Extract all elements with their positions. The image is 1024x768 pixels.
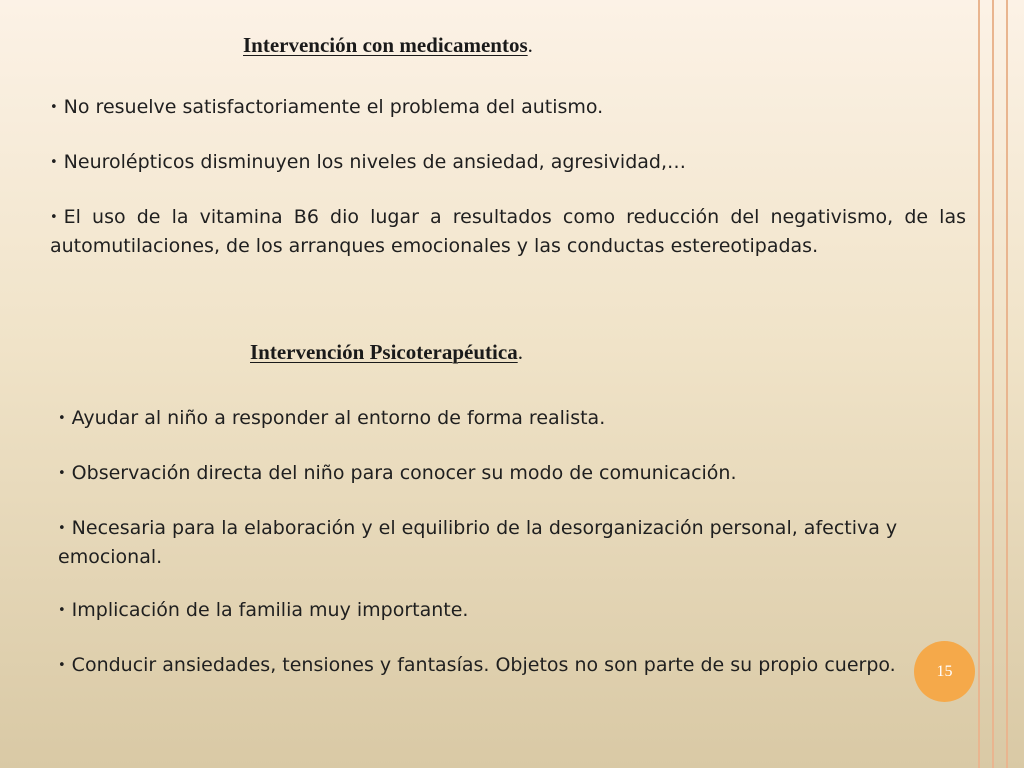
bullet-icon: • <box>58 603 66 618</box>
list-item <box>50 204 966 260</box>
bullet-icon: • <box>58 521 66 536</box>
page-number: 15 <box>936 662 953 680</box>
list-item-text: No resuelve satisfactoriamente el problema del autismo. <box>63 96 604 118</box>
border-line <box>1006 0 1008 768</box>
list-item <box>58 597 948 626</box>
list-psicoterapeutica <box>58 405 948 707</box>
bullet-icon: • <box>58 466 66 481</box>
list-item-text: Neurolépticos disminuyen los niveles de ansiedad, agresividad,… <box>63 151 687 173</box>
list-item <box>58 515 948 571</box>
bullet-icon: • <box>50 210 58 225</box>
bullet-icon: • <box>58 658 66 673</box>
list-item-text: El uso de la vitamina B6 dio lugar a resultados como reducción del negativismo, de las automutilaciones, de los arranques emocionales y las conductas estereotipadas. <box>50 206 966 257</box>
heading-medicamentos-suffix: . <box>527 33 533 57</box>
heading-medicamentos-text: Intervención con medicamentos <box>243 33 528 57</box>
list-medicamentos <box>50 94 966 286</box>
page-number-badge <box>914 641 975 702</box>
list-item <box>50 149 966 178</box>
bullet-icon: • <box>50 155 58 170</box>
list-item <box>58 652 898 681</box>
heading-medicamentos <box>243 33 533 58</box>
heading-psicoterapeutica <box>250 340 523 365</box>
decorative-border <box>976 0 1024 768</box>
list-item-text: Conducir ansiedades, tensiones y fantasías. Objetos no son parte de su propio cuerpo. <box>71 654 896 676</box>
bullet-icon: • <box>50 100 58 115</box>
heading-psicoterapeutica-text: Intervención Psicoterapéutica <box>250 340 518 364</box>
bullet-icon: • <box>58 411 66 426</box>
heading-psicoterapeutica-suffix: . <box>517 340 523 364</box>
list-item-text: Ayudar al niño a responder al entorno de forma realista. <box>71 407 606 429</box>
list-item-text: Necesaria para la elaboración y el equilibrio de la desorganización personal, afectiva y emocional. <box>58 517 898 568</box>
list-item-text: Observación directa del niño para conocer su modo de comunicación. <box>71 462 737 484</box>
list-item <box>58 405 948 434</box>
border-line <box>992 0 994 768</box>
list-item <box>58 460 948 489</box>
list-item-text: Implicación de la familia muy importante. <box>71 599 469 621</box>
list-item <box>50 94 966 123</box>
